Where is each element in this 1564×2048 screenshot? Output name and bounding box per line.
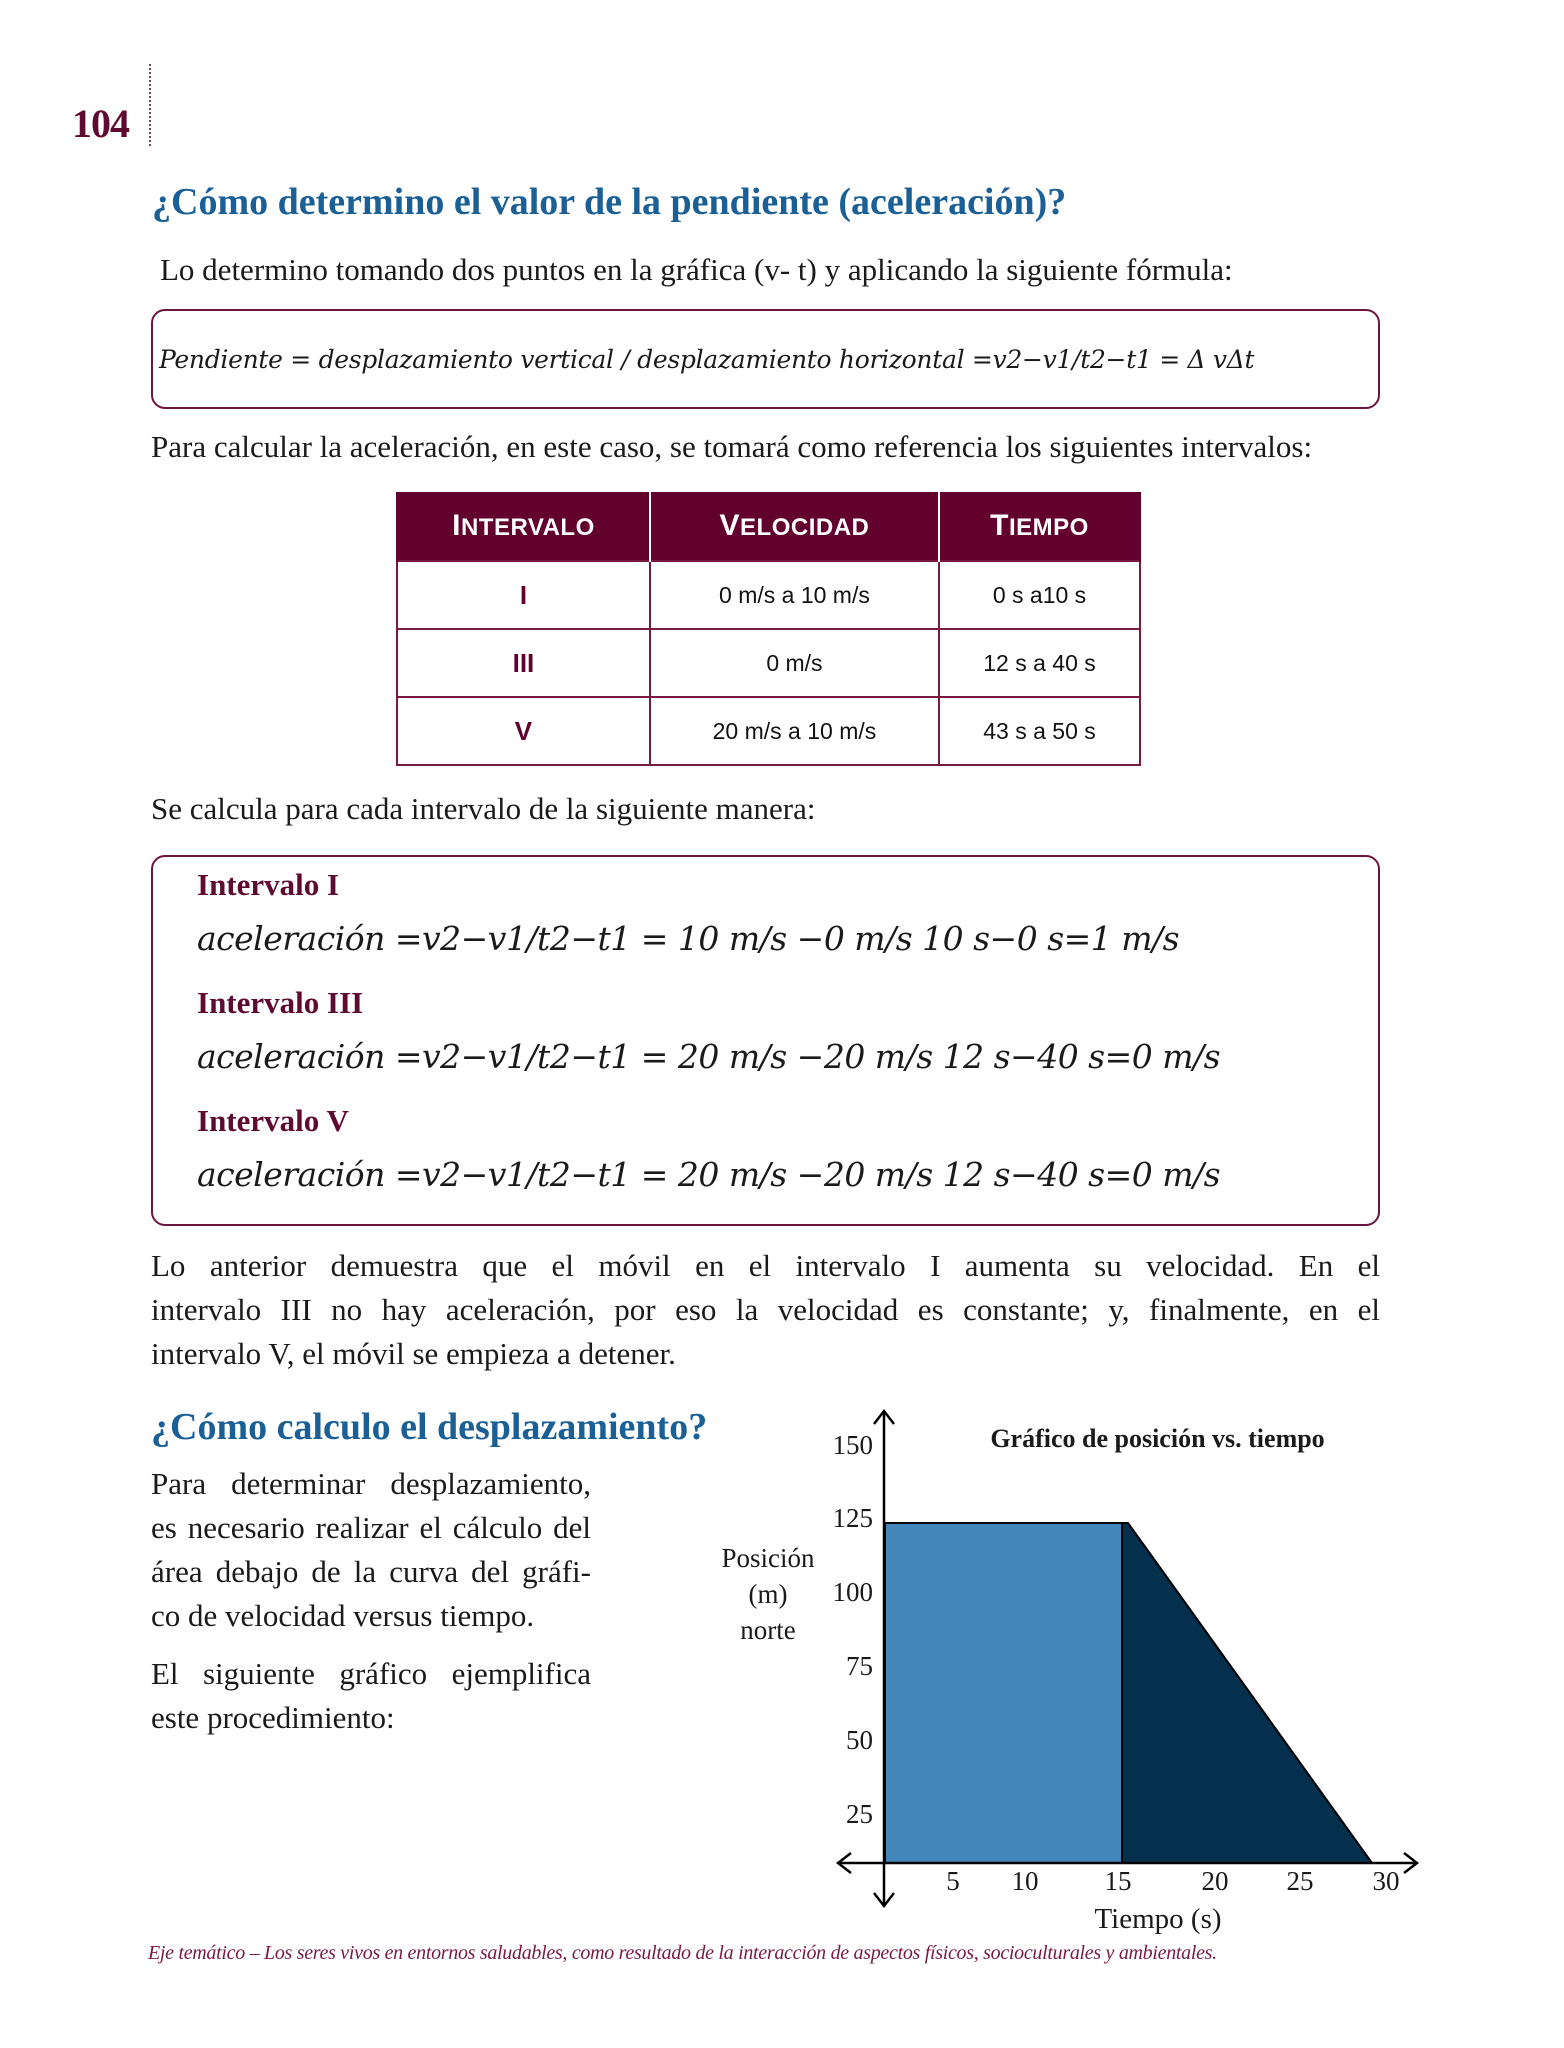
y-tick-label: 25 [846,1799,873,1829]
y-axis-arrow-down-icon [874,1893,894,1906]
paragraph-line: El siguiente gráfico ejemplifica [151,1656,591,1691]
x-axis-arrow-right-icon [1404,1853,1417,1873]
x-tick-label: 30 [1372,1866,1400,1896]
conclusion-paragraph [151,1244,1380,1376]
intro-text: Lo determino tomando dos puntos en la gráfica (v- t) y aplicando la siguiente fórmula: [160,252,1233,287]
page-footer: Eje temático – Los seres vivos en entornos saludables, como resultado de la interacción de aspectos físicos, socioculturales y ambientales. [148,1942,1217,1964]
cell-velocidad: 0 m/s [650,629,939,697]
cell-intervalo: III [397,629,650,697]
slope-formula: Pendiente = desplazamiento vertical / desplazamiento horizontal =v2−v1/t2−t1 = Δ vΔt [159,344,1255,374]
paragraph-line: Para determinar desplazamiento, [151,1466,591,1501]
interval-equation: aceleración =v2−v1/t2−t1 = 20 m/s −20 m/s 12 s−40 s=0 m/s [197,1037,1221,1076]
calculations-box [151,855,1380,1226]
y-tick-label: 50 [846,1725,873,1755]
table-intro-text: Para calcular la aceleración, en este caso, se tomará como referencia los siguientes intervalos: [151,429,1313,464]
cell-velocidad: 0 m/s a 10 m/s [650,561,939,629]
y-axis-label-line: Posición [721,1543,815,1573]
interval-label: Intervalo V [197,1103,349,1138]
interval-label: Intervalo I [197,867,340,902]
cell-intervalo: V [397,697,650,765]
x-tick-label: 5 [946,1866,960,1896]
x-axis-arrow-left-icon [838,1853,851,1873]
y-axis-label [708,1540,828,1648]
x-tick-label: 10 [1011,1866,1039,1896]
cell-velocidad: 20 m/s a 10 m/s [650,697,939,765]
conclusion-line: Lo anterior demuestra que el móvil en el intervalo I aumenta su velocidad. En el [151,1248,1380,1283]
area-triangle [1122,1523,1372,1863]
y-tick-label: 125 [832,1503,873,1533]
section-title-displacement: ¿Cómo calculo el desplazamiento? [151,1406,708,1448]
cell-tiempo: 43 s a 50 s [939,697,1140,765]
column-header-tiempo: TIEMPO [939,492,1140,561]
paragraph-line: es necesario realizar el cálculo del [151,1510,591,1545]
x-axis-label: Tiempo (s) [1094,1903,1222,1935]
displacement-paragraph [151,1462,591,1638]
column-header-velocidad: VELOCIDAD [650,492,939,561]
y-axis-label-line: (m) [748,1579,788,1609]
table-row [397,629,1140,697]
calc-intro-text: Se calcula para cada intervalo de la siguiente manera: [151,791,816,826]
conclusion-line: intervalo III no hay aceleración, por eso la velocidad es constante; y, finalmente, en el [151,1292,1380,1327]
section-title-slope: ¿Cómo determino el valor de la pendiente (aceleración)? [152,181,1067,223]
cell-intervalo: I [397,561,650,629]
x-tick-label: 20 [1201,1866,1229,1896]
cell-tiempo: 12 s a 40 s [939,629,1140,697]
page-number: 104 [72,101,129,146]
y-tick-label: 150 [832,1430,873,1460]
table-header-row [397,492,1140,561]
y-tick-label: 100 [832,1577,873,1607]
page-number-divider [149,64,151,146]
column-header-intervalo: INTERVALO [397,492,650,561]
area-rectangle [885,1523,1122,1863]
x-tick-label: 25 [1286,1866,1314,1896]
example-paragraph [151,1652,591,1740]
y-axis-arrow-up-icon [874,1411,894,1424]
x-tick-label: 15 [1104,1866,1132,1896]
interval-equation: aceleración =v2−v1/t2−t1 = 10 m/s −0 m/s 10 s−0 s=1 m/s [197,919,1180,958]
intervals-table [396,492,1141,766]
paragraph-line: área debajo de la curva del gráfi- [151,1554,591,1589]
table-row [397,561,1140,629]
paragraph-line: co de velocidad versus tiempo. [151,1598,535,1633]
paragraph-line: este procedimiento: [151,1700,395,1735]
interval-label: Intervalo III [197,985,364,1020]
y-axis-label-line: norte [740,1615,796,1645]
y-tick-label: 75 [846,1651,873,1681]
table-row [397,697,1140,765]
interval-equation: aceleración =v2−v1/t2−t1 = 20 m/s −20 m/s 12 s−40 s=0 m/s [197,1155,1221,1194]
cell-tiempo: 0 s a10 s [939,561,1140,629]
conclusion-line: intervalo V, el móvil se empieza a detener. [151,1336,676,1371]
formula-box [151,309,1380,409]
chart-title: Gráfico de posición vs. tiempo [990,1424,1325,1453]
